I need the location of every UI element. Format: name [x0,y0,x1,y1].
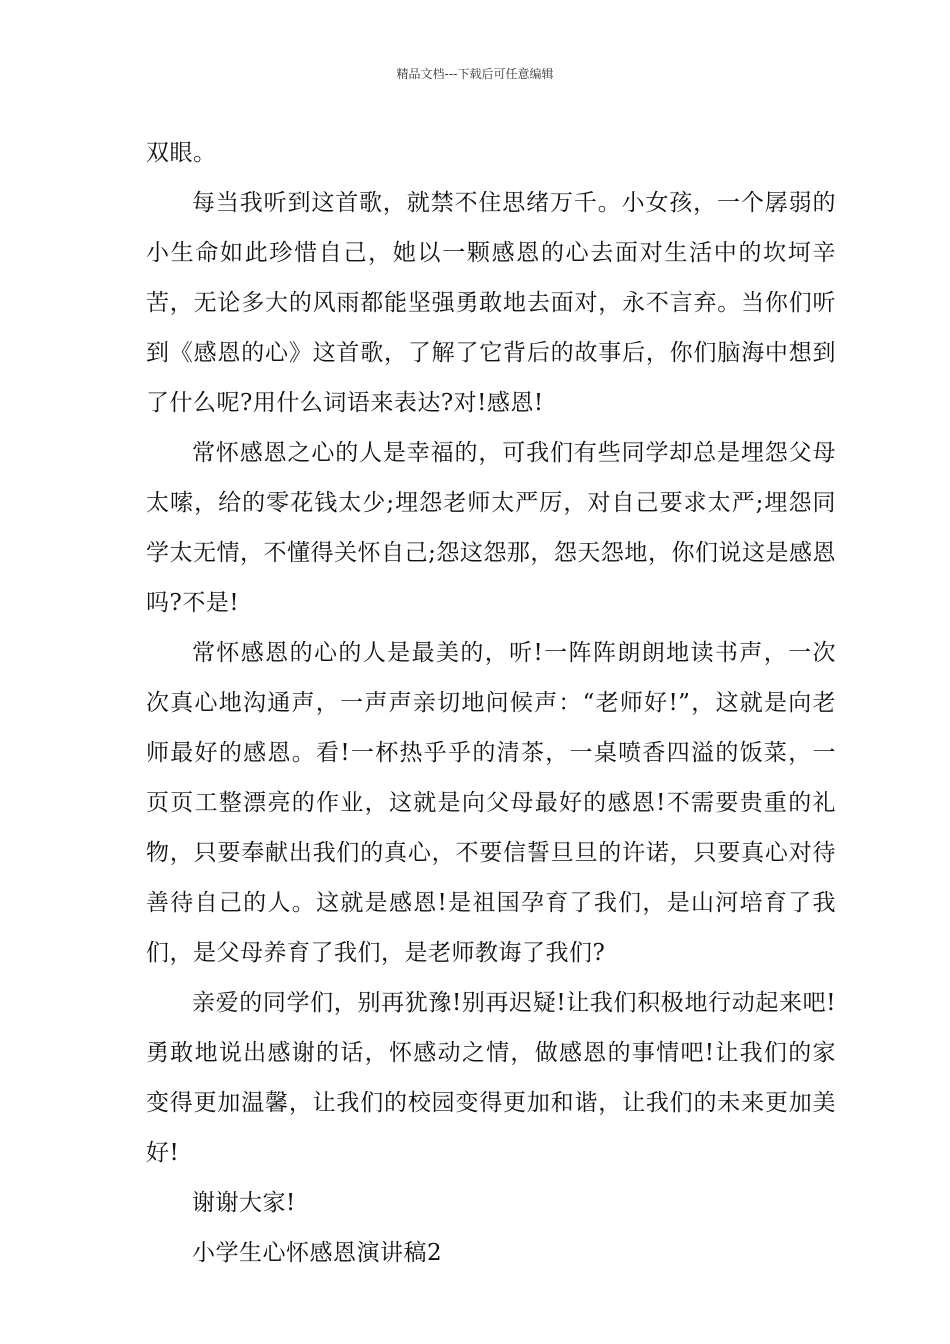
paragraph-4: 常怀感恩的心的人是最美的，听!一阵阵朗朗地读书声，一次次真心地沟通声，一声声亲切地问候声：“老师好!”，这就是向老师最好的感恩。看!一杯热乎乎的清茶，一桌喷香四溢的饭菜，一页页工整漂亮的作业，这就是向父母最好的感恩!不需要贵重的礼物，只要奉献出我们的真心，不要信誓旦旦的许诺，只要真心对待善待自己的人。这就是感恩!是祖国孕育了我们，是山河培育了我们，是父母养育了我们，是老师教诲了我们? [146,640,836,966]
paragraph-5: 亲爱的同学们，别再犹豫!别再迟疑!让我们积极地行动起来吧!勇敢地说出感谢的话，怀感动之情，做感恩的事情吧!让我们的家变得更加温馨，让我们的校园变得更加和谐，让我们的未来更加美好! [146,990,836,1166]
paragraph-1: 双眼。 [146,140,217,166]
page-header: 精品文档---下载后可任意编辑 [396,67,554,81]
paragraph-2: 每当我听到这首歌，就禁不住思绪万千。小女孩，一个孱弱的小生命如此珍惜自己，她以一颗感恩的心去面对生活中的坎坷辛苦，无论多大的风雨都能坚强勇敢地去面对，永不言弃。当你们听到《感恩的心》这首歌，了解了它背后的故事后，你们脑海中想到了什么呢?用什么词语来表达?对!感恩! [146,190,836,416]
paragraph-6: 谢谢大家! [192,1190,296,1216]
paragraph-3: 常怀感恩之心的人是幸福的，可我们有些同学却总是埋怨父母太嗦，给的零花钱太少;埋怨老师太严厉，对自己要求太严;埋怨同学太无情，不懂得关怀自己;怨这怨那，怨天怨地，你们说这是感恩吗?不是! [146,440,836,616]
section-title: 小学生心怀感恩演讲稿2 [192,1240,443,1266]
document-body [146,128,836,1278]
